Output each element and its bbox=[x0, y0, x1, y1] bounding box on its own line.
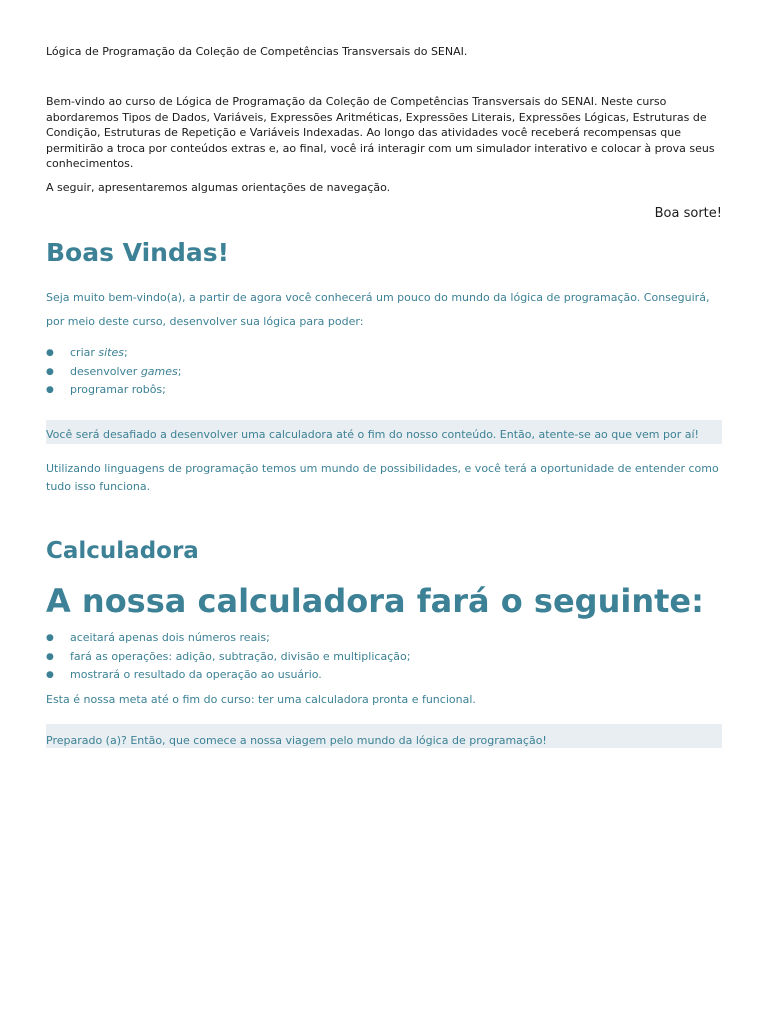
bullet-icon: ● bbox=[46, 366, 54, 377]
welcome-paragraph: Seja muito bem-vindo(a), a partir de agora você conhecerá um pouco do mundo da lógica de programação. Conseguirá, por meio deste curso, desenvolver sua lógica para poder: bbox=[46, 291, 710, 328]
bullet-icon: ● bbox=[46, 348, 54, 358]
calculadora-subheading: A nossa calculadora fará o seguinte: bbox=[46, 582, 704, 620]
closing-callout: Preparado (a)? Então, que comece a nossa viagem pelo mundo da lógica de programação! bbox=[46, 724, 722, 748]
intro-paragraph: Bem-vindo ao curso de Lógica de Programação da Coleção de Competências Transversais do SENAI. Neste curso abordaremos Tipos de Dados, Variáveis, Expressões Aritméticas, Expressões Literais, Expressões Lógicas, Estruturas de Condição, Estruturas de Repetição e Variáveis Indexadas. Ao longo das atividades você receberá recompensas que permitirão a troca por conteúdos extras e, ao final, você irá interagir com um simulador interativo e colocar à prova seus conhecimentos. bbox=[46, 95, 715, 170]
list-item: ● aceitará apenas dois números reais; bbox=[46, 629, 722, 648]
bullet-icon: ● bbox=[46, 385, 54, 395]
bullet-icon: ● bbox=[46, 670, 54, 680]
challenge-callout: Você será desafiado a desenvolver uma calculadora até o fim do nosso conteúdo. Então, atente-se ao que vem por aí! bbox=[46, 420, 722, 444]
list-item: ● criar sites; bbox=[46, 344, 722, 363]
bullet-icon: ● bbox=[46, 633, 54, 643]
list-item: ● programar robôs; bbox=[46, 381, 722, 400]
list-item: ● mostrará o resultado da operação ao usuário. bbox=[46, 666, 722, 685]
navigation-note: A seguir, apresentaremos algumas orientações de navegação. bbox=[46, 181, 391, 194]
list-item: ● fará as operações: adição, subtração, divisão e multiplicação; bbox=[46, 648, 722, 667]
goal-paragraph: Esta é nossa meta até o fim do curso: ter uma calculadora pronta e funcional. bbox=[46, 693, 476, 706]
calculator-features-list bbox=[46, 629, 722, 685]
goals-list bbox=[46, 344, 722, 400]
list-item: ● desenvolver games; bbox=[46, 363, 722, 382]
possibilities-paragraph: Utilizando linguagens de programação temos um mundo de possibilidades, e você terá a oportunidade de entender como tudo isso funciona. bbox=[46, 462, 719, 493]
bullet-icon: ● bbox=[46, 651, 54, 662]
boas-vindas-heading: Boas Vindas! bbox=[46, 238, 230, 267]
calculadora-heading: Calculadora bbox=[46, 538, 199, 564]
signoff-text: Boa sorte! bbox=[654, 206, 722, 221]
document-title: Lógica de Programação da Coleção de Competências Transversais do SENAI. bbox=[46, 45, 468, 58]
